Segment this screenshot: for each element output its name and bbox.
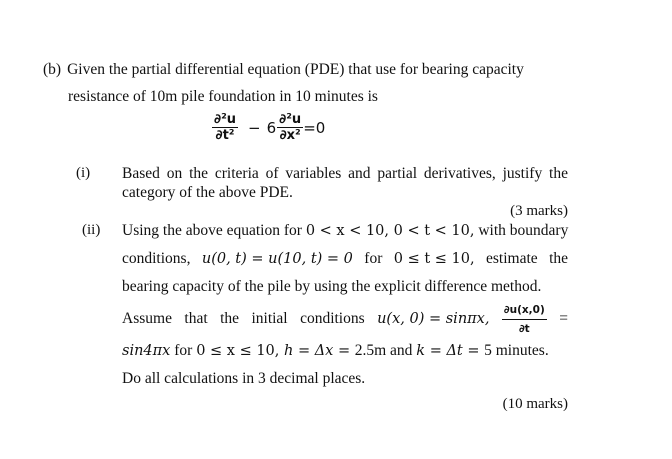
- part-i-line-2: category of the above PDE.: [122, 184, 293, 201]
- question-label: (b): [43, 61, 62, 78]
- initial-condition: u(x, 0) = sinπx,: [377, 311, 490, 327]
- second-derivative-t: [212, 112, 238, 143]
- word-the: the: [549, 250, 568, 267]
- part-ii-line-6: Do all calculations in 3 decimal places.: [122, 370, 366, 387]
- part-i-label: (i): [76, 165, 91, 181]
- h-value: 2.5m and: [354, 342, 417, 359]
- word-conditions: conditions,: [122, 250, 191, 267]
- time-range: 0 ≤ t ≤ 10,: [393, 251, 475, 267]
- second-derivative-x: [277, 112, 303, 143]
- word-conditions-2: conditions: [300, 310, 365, 327]
- word-assume: Assume: [122, 310, 172, 327]
- space-range: 0 ≤ x ≤ 10,: [196, 343, 280, 359]
- part-i-line-1: Based on the criteria of variables and partial derivatives, justify the: [122, 165, 568, 182]
- word-initial: initial: [251, 310, 288, 327]
- intro-line-2: resistance of 10m pile foundation in 10 minutes is: [68, 88, 378, 105]
- step-h: h = Δx =: [279, 343, 355, 359]
- part-i-marks: (3 marks): [510, 203, 568, 219]
- word-for-2: for: [170, 342, 197, 359]
- step-k: k = Δt =: [416, 343, 485, 359]
- part-ii-line-3: bearing capacity of the pile by using the explicit difference method.: [122, 278, 542, 295]
- velocity-equals: =: [559, 310, 568, 327]
- boundary-conditions: u(0, t) = u(10, t) = 0: [201, 251, 353, 267]
- term1-denominator: ∂t²: [215, 128, 235, 143]
- term1-numerator: ∂²u: [214, 112, 237, 127]
- part-ii-label: (ii): [82, 222, 101, 238]
- initial-velocity-fraction: [502, 301, 547, 338]
- part-ii-line-5: [122, 342, 549, 360]
- word-estimate: estimate: [486, 250, 538, 267]
- intro-text-1: [67, 61, 568, 79]
- k-value: 5 minutes.: [484, 342, 549, 359]
- equals-zero: =0: [303, 118, 326, 137]
- part-ii-line-1-b: with boundary: [474, 222, 569, 239]
- part-ii-marks: (10 marks): [502, 396, 568, 412]
- term2-numerator: ∂²u: [279, 112, 302, 127]
- coefficient: 6: [266, 118, 277, 137]
- range-condition: 0 < x < 10, 0 < t < 10,: [305, 223, 475, 239]
- velocity-denominator: ∂t: [518, 322, 530, 335]
- minus-operator: −: [248, 118, 261, 137]
- word-for: for: [364, 250, 383, 267]
- part-ii-line-4: [122, 303, 568, 335]
- part-ii-line-1: [122, 222, 568, 240]
- intro-line-1: [43, 61, 568, 79]
- velocity-numerator: ∂u(x,0): [502, 301, 547, 320]
- part-ii-line-2: [122, 250, 568, 268]
- word-the-2: the: [220, 310, 240, 327]
- word-that: that: [184, 310, 208, 327]
- intro-line-1-text: Given the partial differential equation (PDE) that use for bearing capacity: [67, 61, 524, 78]
- term2-denominator: ∂x²: [279, 128, 301, 143]
- velocity-function: sin4πx: [122, 343, 171, 359]
- pde-equation: [212, 112, 329, 143]
- part-ii-line-1-a: Using the above equation for: [122, 222, 306, 239]
